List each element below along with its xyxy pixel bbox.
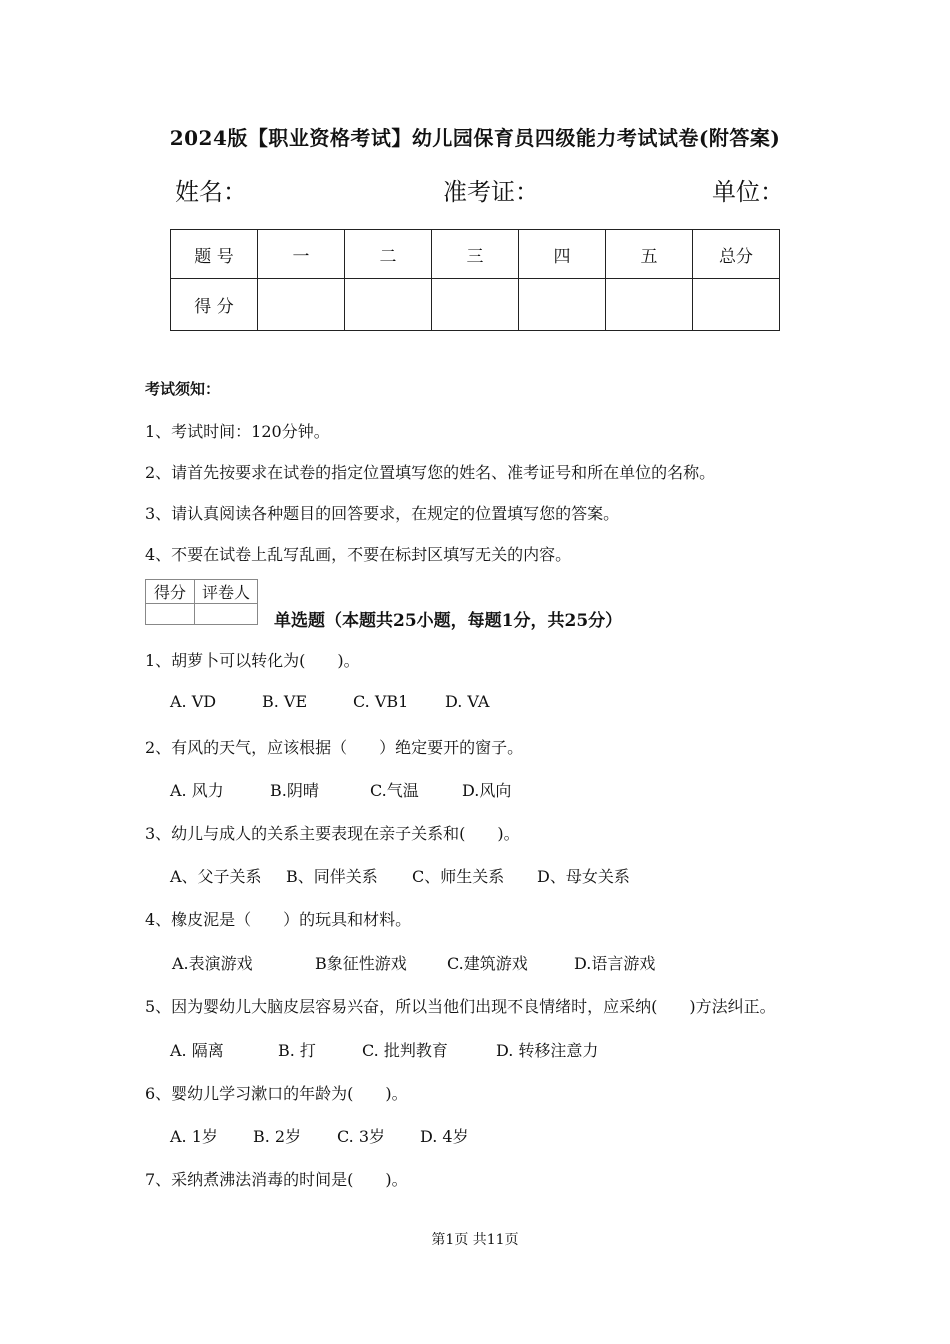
option[interactable]: B象征性游戏: [315, 954, 407, 973]
option[interactable]: D. 4岁: [420, 1127, 469, 1146]
score-table-score-row: [171, 279, 780, 331]
score-header-cell: 二: [345, 230, 432, 279]
unit-field-label: 单位：: [712, 178, 784, 206]
option[interactable]: D. 转移注意力: [496, 1041, 599, 1060]
exam-id-field-label: 准考证：: [443, 178, 539, 206]
notice-item: 3、请认真阅读各种题目的回答要求，在规定的位置填写您的答案。: [145, 504, 620, 523]
score-cell[interactable]: [345, 279, 432, 331]
score-header-cell: 一: [258, 230, 345, 279]
notice-item: 1、考试时间：120分钟。: [145, 422, 330, 441]
page-footer: 第1页 共11页: [431, 1232, 519, 1248]
score-cell[interactable]: [606, 279, 693, 331]
score-header-cell: 四: [519, 230, 606, 279]
option[interactable]: D.语言游戏: [574, 954, 656, 973]
score-cell[interactable]: [258, 279, 345, 331]
question-stem: 3、幼儿与成人的关系主要表现在亲子关系和( )。: [145, 824, 520, 843]
score-header-cell: 总分: [693, 230, 780, 279]
option[interactable]: B. VE: [262, 692, 308, 711]
score-table-header-row: [171, 230, 780, 279]
option[interactable]: B. 2岁: [253, 1127, 302, 1146]
grader-table: [145, 579, 258, 625]
option[interactable]: A.表演游戏: [172, 954, 253, 973]
option[interactable]: D. VA: [445, 692, 490, 711]
score-cell[interactable]: [519, 279, 606, 331]
grader-score-label: 得分: [146, 580, 195, 604]
notice-item: 2、请首先按要求在试卷的指定位置填写您的姓名、准考证号和所在单位的名称。: [145, 463, 716, 482]
option[interactable]: B. 打: [278, 1041, 316, 1060]
score-cell[interactable]: [693, 279, 780, 331]
score-header-cell: 五: [606, 230, 693, 279]
notice-item: 4、不要在试卷上乱写乱画，不要在标封区填写无关的内容。: [145, 545, 572, 564]
question-stem: 4、橡皮泥是（ ）的玩具和材料。: [145, 910, 412, 929]
option[interactable]: A. 1岁: [170, 1127, 218, 1146]
score-cell[interactable]: [432, 279, 519, 331]
score-row-label: 得 分: [171, 279, 258, 331]
grader-reviewer-cell[interactable]: [195, 604, 258, 625]
option[interactable]: A. 风力: [170, 781, 224, 800]
question-stem: 5、因为婴幼儿大脑皮层容易兴奋，所以当他们出现不良情绪时，应采纳( )方法纠正。: [145, 997, 776, 1016]
option[interactable]: C. VB1: [353, 692, 409, 711]
notice-title: 考试须知：: [145, 380, 221, 398]
option[interactable]: C.建筑游戏: [447, 954, 528, 973]
question-stem: 7、采纳煮沸法消毒的时间是( )。: [145, 1170, 408, 1189]
option[interactable]: C、师生关系: [412, 867, 505, 886]
option[interactable]: C.气温: [370, 781, 419, 800]
option[interactable]: A、父子关系: [170, 867, 262, 886]
score-header-cell: 题 号: [171, 230, 258, 279]
option[interactable]: D.风向: [462, 781, 512, 800]
name-field-label: 姓名：: [175, 178, 247, 206]
grader-score-cell[interactable]: [146, 604, 195, 625]
question-stem: 2、有风的天气，应该根据（ ）绝定要开的窗子。: [145, 738, 524, 757]
option[interactable]: C. 3岁: [337, 1127, 386, 1146]
page-title: 2024版【职业资格考试】幼儿园保育员四级能力考试试卷(附答案): [169, 126, 781, 150]
question-stem: 6、婴幼儿学习漱口的年龄为( )。: [145, 1084, 408, 1103]
score-header-cell: 三: [432, 230, 519, 279]
option[interactable]: C. 批判教育: [362, 1041, 448, 1060]
option[interactable]: B.阴晴: [270, 781, 319, 800]
score-table: [170, 229, 780, 331]
option[interactable]: B、同伴关系: [286, 867, 378, 886]
section-title: 单选题（本题共25小题，每题1分，共25分）: [274, 611, 623, 631]
option[interactable]: A. 隔离: [170, 1041, 224, 1060]
option[interactable]: D、母女关系: [537, 867, 630, 886]
grader-reviewer-label: 评卷人: [195, 580, 258, 604]
question-stem: 1、胡萝卜可以转化为( )。: [145, 651, 360, 670]
option[interactable]: A. VD: [170, 692, 217, 711]
